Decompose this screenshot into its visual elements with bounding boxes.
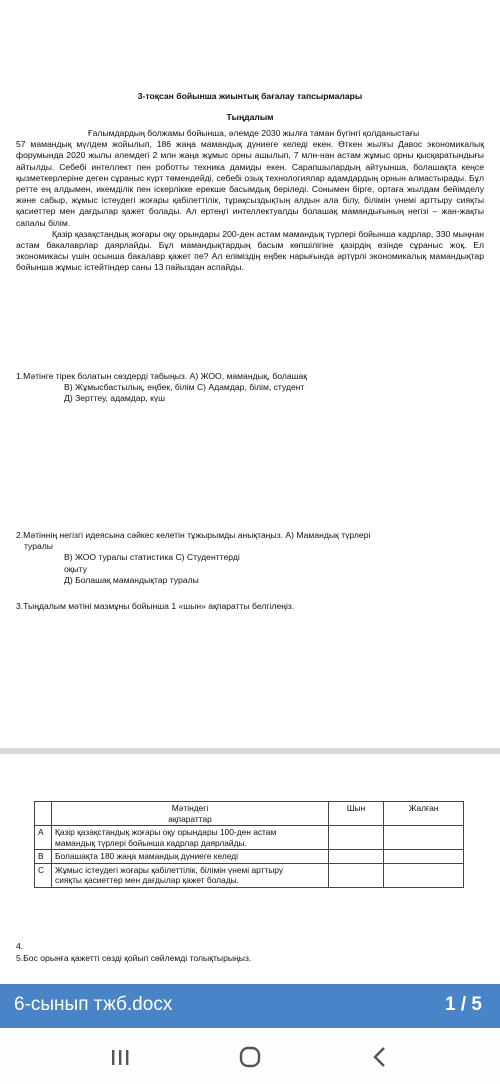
row-false-cell[interactable]: [384, 826, 464, 850]
question-1-options-b-c: В) Жұмысбастылық, еңбек, білім С) Адамдар, білім, студент: [64, 382, 305, 393]
row-statement: [52, 863, 329, 887]
question-2: [16, 530, 370, 586]
row-true-cell[interactable]: [329, 850, 384, 864]
table-header-true: Шын: [329, 802, 384, 826]
question-1-text: 1.Мәтінге тірек болатын сөздерді табыңыз. А) ЖОО, мамандық, болашақ: [16, 371, 308, 381]
system-navigation-bar: [0, 1028, 500, 1084]
table-row: [35, 826, 464, 850]
paragraph-3: Қазір қазақстандық жоғары оқу орындары 200-ден астам мамандық түрлері бойынша кадрлар, 330 мыңнан астам бакалаврлар даярлайды. Бұл мамандықтардың басым көпшілігіне қазірдің өзінде сұраныс жоқ. Ел экономикасы үшін осынша бакалавр қажет пе? Ал еліміздің еңбек нарығында әртүрлі экономикалық мамандықтар бойынша жұмыс істейтіндер саны 13 пайыздан аспайды.: [16, 228, 484, 273]
paragraph-1: Ғалымдардың болжамы бойынша, әлемде 2030 жылға таман бүгінгі қолданыстағы: [88, 128, 420, 138]
row-statement-line1: Жұмыс істеудегі жоғары қабілеттілік, білімін үнемі арттыру: [55, 864, 284, 875]
recents-icon[interactable]: [100, 1042, 140, 1072]
question-4: 4.: [16, 941, 24, 951]
row-false-cell[interactable]: [384, 850, 464, 864]
row-true-cell[interactable]: [329, 826, 384, 850]
question-2-option-d: Д) Болашақ мамандықтар туралы: [64, 574, 199, 585]
question-2-options-b-c: В) ЖОО туралы статистика С) Студенттерді: [64, 552, 240, 563]
row-statement-line2: мамандық түрлері бойынша кадрлар даярлайды.: [55, 837, 247, 848]
row-statement: [52, 850, 329, 864]
listening-text: [16, 128, 484, 274]
table-header-letter: [35, 802, 52, 826]
row-letter: А: [35, 826, 52, 850]
back-icon[interactable]: [360, 1042, 400, 1072]
table-header-info-line1: Мәтіндегі: [171, 803, 209, 813]
row-statement-line1: Қазір қазақстандық жоғары оқу орындары 100-ден астам: [55, 827, 277, 837]
row-statement-line1: Болашақта 180 жаңа мамандық дүниеге келеді: [55, 851, 238, 861]
table-row: [35, 850, 464, 864]
paragraph-2: 57 мамандық мүлдем жойылып, 186 жаңа мамандық дүниеге келеді екен. Өткен жылғы Давос экономикалық форумында 2020 жылы әлемдегі 2 млн жаңа жұмыс орны ашылып, 7 млн-нан астам жұмыс орны қысқаратындығы айтылды. Себебі интеллект пен роботты техника дамиды екен. Сарапшылардың айтуынша, болашақта кеңсе қызметкерлеріне деген сұраныс күрт төмендейді, себебі озық технологиялар адамдардың орнын алмастырады. Бұл ретте ең алдымен, икемділік пен іскерлікке ерекше басымдық беріледі. Сонымен бірге, ортаға жылдам бейімделу және сабыр, жұмыс істеудегі жоғары қабілеттілік, тұрақсыздықтың алдын ала білу, білімін үнемі арттыру сияқты қасиеттер мен дағдылар қажет болады. Ал ертеңгі интеллектуалды болашақ мамандығының негізі – жан-жақты сапалы білім.: [16, 139, 484, 228]
question-1: [16, 371, 307, 405]
document-filename[interactable]: 6-сынып тжб.docx: [14, 994, 173, 1015]
table-header-info-line2: ақпараттар: [168, 813, 212, 824]
question-1-option-d: Д) Зерттеу, адамдар, күш: [64, 393, 166, 404]
row-letter: В: [35, 850, 52, 864]
question-2-option-c-cont: оқыту: [64, 563, 88, 574]
row-statement-line2: сияқты қасиеттер мен дағдылар қажет болады.: [55, 875, 239, 885]
row-true-cell[interactable]: [329, 863, 384, 887]
table-header-row: [35, 802, 464, 826]
row-letter: С: [35, 863, 52, 887]
row-statement: [52, 826, 329, 850]
question-2-text: 2.Мәтіннің негізгі идеясына сәйкес келетін тұжырымды анықтаңыз. А) Мамандық түрлері: [16, 530, 371, 540]
page-indicator: 1 / 5: [445, 994, 482, 1015]
row-false-cell[interactable]: [384, 863, 464, 887]
document-page-2: [0, 754, 500, 984]
question-2-text-cont: туралы: [24, 541, 53, 552]
table-row: [35, 863, 464, 887]
question-3: 3.Тыңдалым мәтіні мазмұны бойынша 1 «шын» ақпаратты белгілеңіз.: [16, 601, 295, 611]
table-header-info: [52, 802, 329, 826]
home-icon[interactable]: [230, 1042, 270, 1072]
doc-title: 3-тоқсан бойынша жиынтық бағалау тапсырмалары: [137, 91, 363, 101]
document-title-bar: [0, 984, 500, 1028]
true-false-table: [34, 801, 464, 888]
doc-subtitle: Тыңдалым: [226, 112, 274, 122]
question-5: 5.Бос орынға қажетті сөзді қойып сөйлемді толықтырыңыз.: [16, 953, 252, 963]
table-header-false: Жалған: [384, 802, 464, 826]
